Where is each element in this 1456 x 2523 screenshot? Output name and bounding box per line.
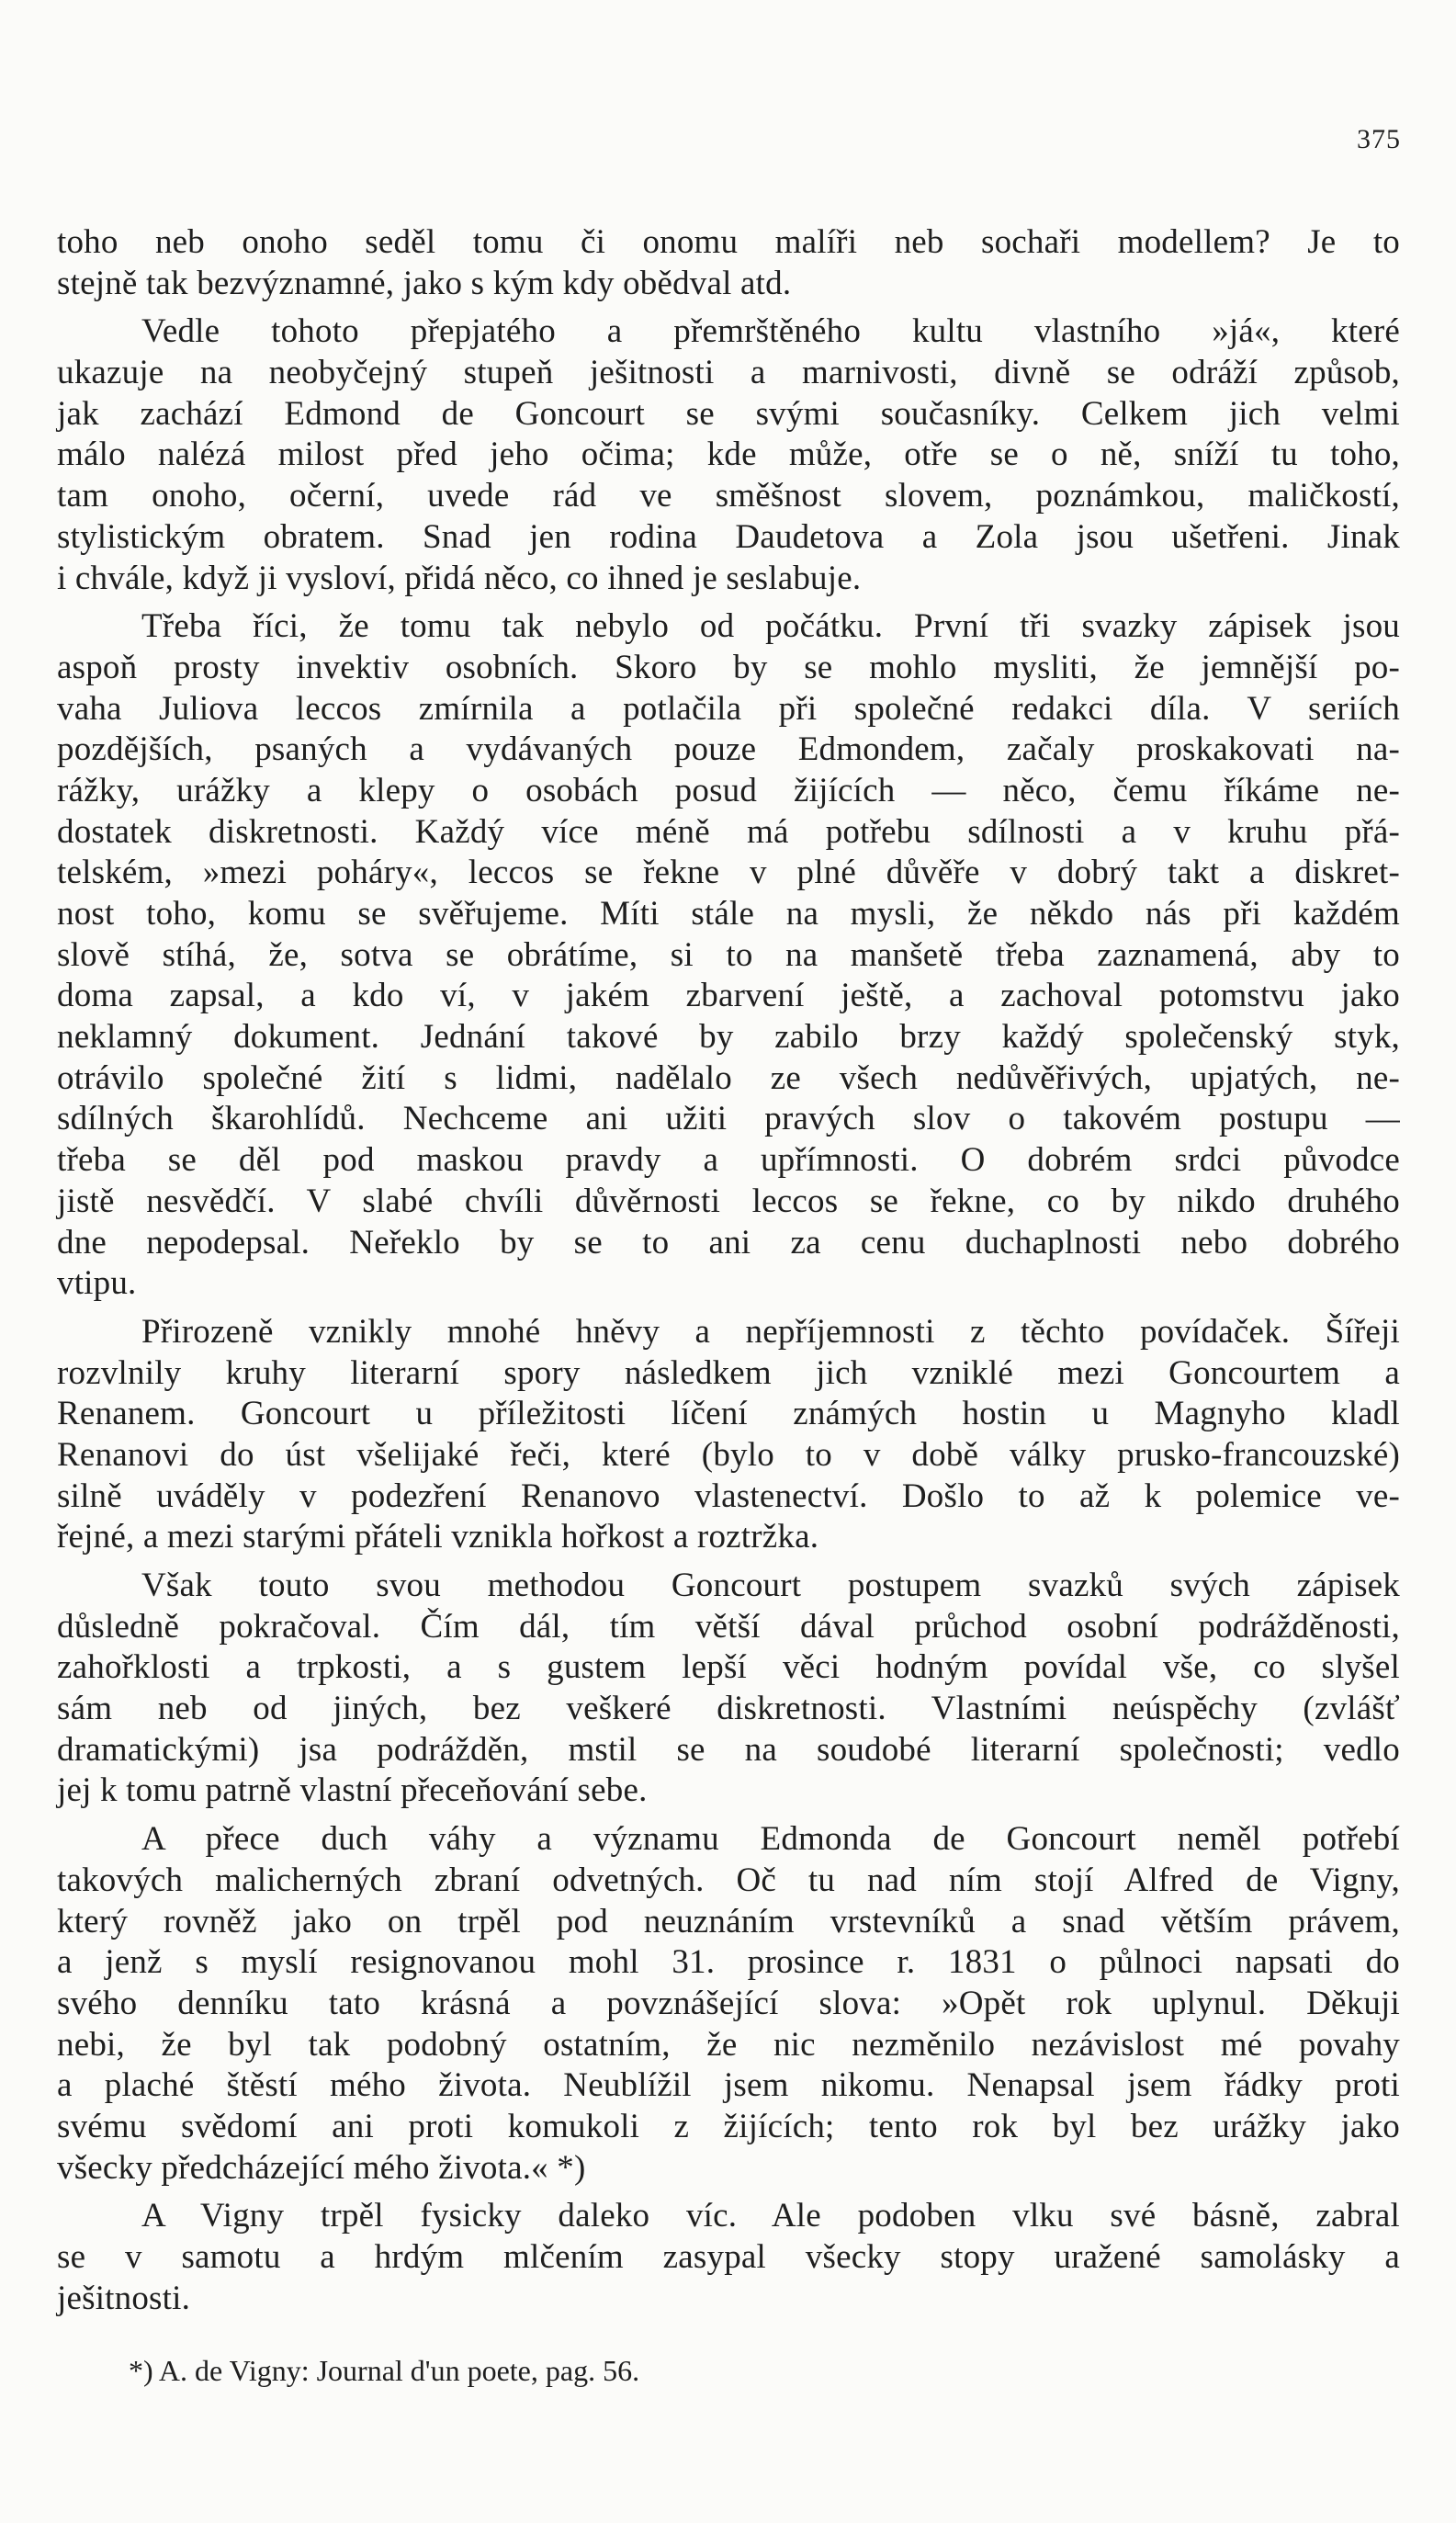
paragraph-gap xyxy=(57,2189,1400,2196)
text-line: ukazuje na neobyčejný stupeň ješitnosti a marnivosti, divně se odráží způsob, xyxy=(57,354,1400,392)
text-line: jistě nesvědčí. V slabé chvíli důvěrnosti leccos se řekne, co by nikdo druhého xyxy=(57,1182,1400,1220)
text-line: ješitnosti. xyxy=(57,2279,191,2317)
text-line: nost toho, komu se svěřujeme. Míti stále na mysli, že někdo nás při každém xyxy=(57,895,1400,933)
text-line: neklamný dokument. Jednání takové by zabilo brzy každý společenský styk, xyxy=(57,1018,1400,1057)
text-line: toho neb onoho seděl tomu či onomu malíři neb sochaři modellem? Je to xyxy=(57,223,1400,261)
paragraph xyxy=(57,1312,1400,1558)
paragraph-gap xyxy=(57,1558,1400,1566)
text-line: nebi, že byl tak podobný ostatním, že nic nezměnilo nezávislost mé povahy xyxy=(57,2025,1400,2064)
text-line: Však touto svou methodou Goncourt postupem svazků svých zápisek xyxy=(141,1567,1400,1604)
text-line: rážky, urážky a klepy o osobách posud žijících — něco, čemu říkáme ne- xyxy=(57,771,1400,809)
text-line: vtipu. xyxy=(57,1264,137,1303)
text-line: dramatickými) jsa podrážděn, mstil se na soudobé literarní společnosti; vedlo xyxy=(57,1730,1400,1769)
text-line: málo nalézá milost před jeho očima; kde může, otře se o ně, sníží tu toho, xyxy=(57,436,1400,474)
paragraph xyxy=(57,1566,1400,1812)
text-line: i chvále, když ji vysloví, přidá něco, co ihned je seslabuje. xyxy=(57,559,862,597)
text-line: důsledně pokračoval. Čím dál, tím větší dával průchod osobní podrážděnosti, xyxy=(57,1607,1400,1646)
text-line: se v samotu a hrdým mlčením zasypal všecky stopy uražené samolásky a xyxy=(57,2238,1400,2276)
text-line: svého denníku tato krásná a povznášející slova: »Opět rok uplynul. Děkuji xyxy=(57,1984,1400,2022)
text-line: všecky předcházející mého života.« *) xyxy=(57,2148,586,2187)
text-line: a jenž s myslí resignovanou mohl 31. prosince r. 1831 o půlnoci napsati do xyxy=(57,1943,1400,1982)
text-line: rozvlnily kruhy literarní spory následkem jich vzniklé mezi Goncourtem a xyxy=(57,1353,1400,1392)
text-line: vaha Juliova leccos zmírnila a potlačila při společné redakci díla. V seriích xyxy=(57,689,1400,728)
text-line: zahořklosti a trpkosti, a s gustem lepší věci hodným povídal vše, co slyšel xyxy=(57,1648,1400,1687)
paragraph-gap xyxy=(57,304,1400,311)
text-line: slově stíhá, že, sotva se obrátíme, si to na manšetě třeba zaznamená, aby to xyxy=(57,935,1400,974)
text-line: doma zapsal, a kdo ví, v jakém zbarvení ještě, a zachoval potomstvu jako xyxy=(57,977,1400,1015)
text-line: Renanovi do úst všelijaké řeči, které (bylo to v době války prusko-francouzské) xyxy=(57,1435,1400,1474)
text-line: stylistickým obratem. Snad jen rodina Daudetova a Zola jsou ušetřeni. Jinak xyxy=(57,517,1400,556)
text-line: pozdějších, psaných a vydávaných pouze Edmondem, začaly proskakovati na- xyxy=(57,730,1400,769)
page-number: 375 xyxy=(1357,124,1401,154)
text-line: jak zachází Edmond de Goncourt se svými současníky. Celkem jich velmi xyxy=(57,394,1400,433)
text-line: sdílných škarohlídů. Nechceme ani užiti pravých slov o takovém postupu — xyxy=(57,1100,1400,1138)
text-line: A Vigny trpěl fysicky daleko víc. Ale podoben vlku své básně, zabral xyxy=(141,2197,1400,2235)
text-line: otrávilo společné žití s lidmi, nadělalo ze všech nedůvěřivých, upjatých, ne- xyxy=(57,1058,1400,1097)
paragraph xyxy=(57,222,1400,304)
text-line: Vedle tohoto přepjatého a přemrštěného kultu vlastního »já«, které xyxy=(141,312,1400,351)
text-line: a plaché štěstí mého života. Neublížil jsem nikomu. Nenapsal jsem řádky proti xyxy=(57,2066,1400,2105)
text-line: telském, »mezi poháry«, leccos se řekne v plné důvěře v dobrý takt a diskret- xyxy=(57,854,1400,892)
text-line: Třeba říci, že tomu tak nebylo od počátku. První tři svazky zápisek jsou xyxy=(141,607,1400,646)
text-line: jej k tomu patrně vlastní přeceňování sebe. xyxy=(57,1771,648,1810)
text-line: dne nepodepsal. Neřeklo by se to ani za cenu duchaplnosti nebo dobrého xyxy=(57,1223,1400,1262)
text-line: takových malicherných zbraní odvetných. Oč tu nad ním stojí Alfred de Vigny, xyxy=(57,1861,1400,1899)
text-line: sám neb od jiných, bez veškeré diskretnosti. Vlastními neúspěchy (zvlášť xyxy=(57,1690,1400,1728)
text-line: tam onoho, očerní, uvede rád ve směšnost slovem, poznámkou, maličkostí, xyxy=(57,477,1400,515)
text-line: třeba se děl pod maskou pravdy a upřímnosti. O dobrém srdci původce xyxy=(57,1141,1400,1180)
paragraph xyxy=(57,606,1400,1305)
text-line: aspoň prosty invektiv osobních. Skoro by se mohlo mysliti, že jemnější po- xyxy=(57,648,1400,686)
text-line: Renanem. Goncourt u příležitosti líčení známých hostin u Magnyho kladl xyxy=(57,1395,1400,1433)
text-line: stejně tak bezvýznamné, jako s kým kdy obědval atd. xyxy=(57,264,792,302)
text-line: který rovněž jako on trpěl pod neuznáním vrstevníků a snad větším právem, xyxy=(57,1902,1400,1940)
text-line: silně uváděly v podezření Renanovo vlastenectví. Došlo to až k polemice ve- xyxy=(57,1476,1400,1515)
paragraph xyxy=(57,2196,1400,2319)
body-text xyxy=(57,222,1400,2319)
footnote: *) A. de Vigny: Journal d'un poete, pag. 56. xyxy=(129,2354,640,2387)
text-line: dostatek diskretnosti. Každý více méně má potřebu sdílnosti a v kruhu přá- xyxy=(57,812,1400,851)
paragraph xyxy=(57,1819,1400,2189)
paragraph xyxy=(57,311,1400,599)
text-line: Přirozeně vznikly mnohé hněvy a nepříjemnosti z těchto povídaček. Šířeji xyxy=(141,1312,1400,1351)
text-line: A přece duch váhy a významu Edmonda de Goncourt neměl potřebí xyxy=(141,1820,1400,1859)
paragraph-gap xyxy=(57,1812,1400,1819)
paragraph-gap xyxy=(57,599,1400,606)
text-line: svému svědomí ani proti komukoli z žijících; tento rok byl bez urážky jako xyxy=(57,2107,1400,2145)
paragraph-gap xyxy=(57,1305,1400,1312)
text-line: řejné, a mezi starými přáteli vznikla hořkost a roztržka. xyxy=(57,1518,819,1556)
